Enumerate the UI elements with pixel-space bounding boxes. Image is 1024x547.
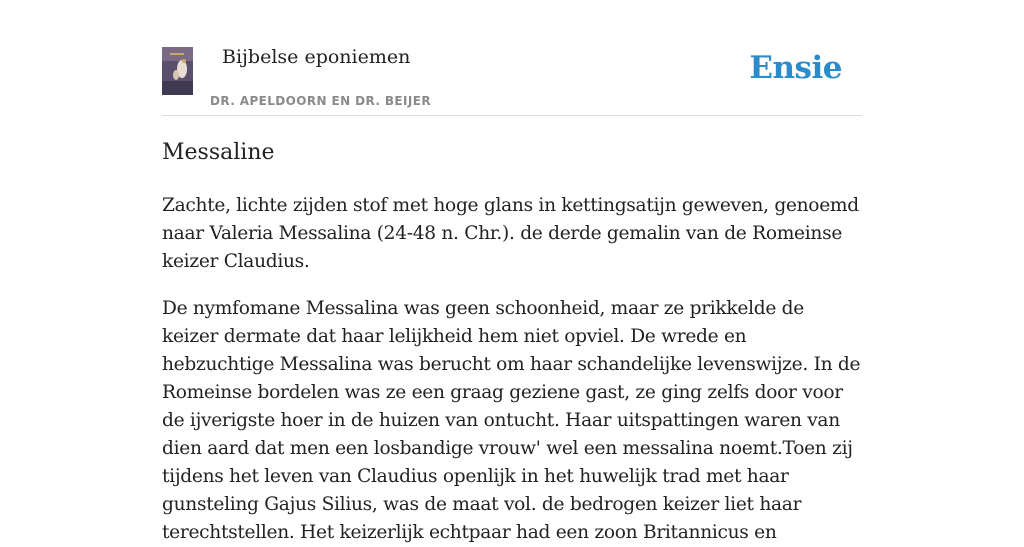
entry-paragraph-1: Zachte, lichte zijden stof met hoge glans in kettingsatijn geweven, genoemd naar Valeria Messalina (24-48 n. Chr.). de derde gemalin van de Romeinse keizer Claudius.	[162, 195, 859, 272]
site-logo[interactable]: Ensie	[749, 50, 842, 86]
entry-paragraph-2: De nymfomane Messalina was geen schoonheid, maar ze prikkelde de keizer dermate dat haar lelijkheid hem niet opviel. De wrede en hebzuchtige Messalina was berucht om haar schandelijke levenswijze. In de Romeinse bordelen was ze een graag geziene gast, ze ging zelfs door voor de ijverigste hoer in de huizen van ontucht. Haar uitspattingen waren van dien aard dat men een losbandige vrouw' wel een messalina noemt.Toen zij tijdens het leven van Claudius openlijk in het huwelijk trad met haar gunsteling Gajus Silius, was de maat vol. de bedrogen keizer liet haar terechtstellen. Het keizerlijk echtpaar had een zoon Britannicus en	[162, 298, 861, 543]
header	[162, 0, 862, 116]
page	[162, 0, 862, 543]
book-cover-icon[interactable]	[162, 47, 193, 95]
book-authors[interactable]: DR. APELDOORN EN DR. BEIJER	[210, 94, 431, 108]
book-title[interactable]: Bijbelse eponiemen	[222, 46, 411, 68]
entry-title: Messaline	[162, 140, 275, 165]
